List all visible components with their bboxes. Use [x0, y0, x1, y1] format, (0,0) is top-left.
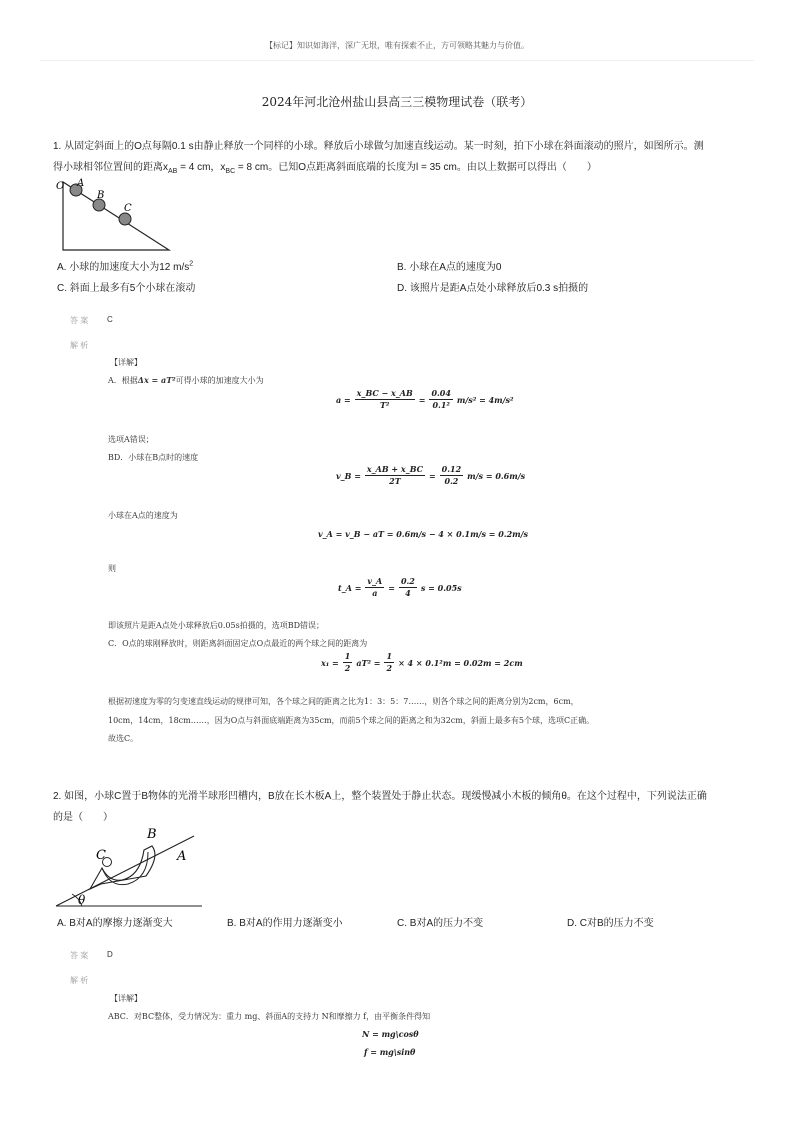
label-a: A — [77, 178, 85, 189]
ball-c — [119, 213, 131, 225]
q2-option-a[interactable]: A. B对A的摩擦力逐渐变大 — [57, 918, 173, 929]
label-b: B — [147, 827, 157, 842]
label-c: C — [96, 848, 106, 863]
q2-line-1: ABC．对BC整体，受力情况为：重力 mg、斜面A的支持力 N和摩擦力 f，由平衡条件得知 — [108, 1012, 431, 1021]
q2-eq-2: f = mg\sinθ — [364, 1047, 416, 1057]
label-b: B — [97, 190, 105, 201]
q1-line-2: 选项A错误； — [108, 435, 154, 444]
q1-eq-4: t_A = $\frac{v\_A}{a}$ = $\frac{0.2}{4}$ s = 0.05s — [338, 576, 462, 598]
q1-line-10: 故选C。 — [108, 734, 139, 743]
q1-eq-5: x₁ = $\frac{1}{2}$ aT² = $\frac{1}{2}$ × 4 × 0.1²m = 0.02m = 2cm — [321, 651, 523, 673]
q1-option-c[interactable]: C. 斜面上最多有5个小球在滚动 — [57, 283, 196, 294]
q1-incline-figure — [55, 176, 175, 254]
q2-answer: D — [107, 950, 113, 959]
label-o: O — [56, 181, 65, 192]
header-divider — [40, 60, 754, 61]
q1-stem-line2: 得小球相邻位置间的距离$x_{AB} = 4$ cm，$x_{BC} = 8$ cm。已知O点距离斜面底端的长度为l = 35 cm。由以上数据可以得出（ ） — [53, 162, 597, 175]
label-theta: θ — [78, 893, 86, 907]
q2-option-c[interactable]: C. B对A的压力不变 — [397, 918, 484, 929]
q1-analysis-label: 解 析 — [70, 341, 89, 350]
q1-detail-heading: 【详解】 — [110, 358, 142, 367]
q1-line-4: 小球在A点的速度为 — [108, 511, 178, 520]
q2-detail-heading: 【详解】 — [110, 994, 142, 1003]
board-a — [56, 836, 194, 906]
q1-line-5: 则 — [108, 564, 116, 573]
q2-option-d[interactable]: D. C对B的压力不变 — [567, 918, 654, 929]
q2-answer-label: 答 案 — [70, 951, 89, 960]
q2-board-figure — [54, 822, 204, 910]
label-c: C — [124, 203, 132, 214]
header-note: 【标记】知识如海洋，深广无垠，唯有探索不止，方可领略其魅力与价值。 — [265, 41, 529, 50]
q1-eq-2: v_B = $\frac{x\_AB + x\_BC}{2T}$ = $\frac{0.12}{0.2}$ m/s = 0.6m/s — [336, 464, 526, 486]
q1-line-9: 10cm，14cm，18cm……，因为O点与斜面底端距离为35cm，而前5个球之间的距离之和为32cm，斜面上最多有5个球，选项C正确。 — [108, 716, 595, 725]
q2-eq-1: N = mg\cosθ — [362, 1029, 419, 1039]
q1-line-7: C．O点的球刚释放时，则距离斜面固定点O点最近的两个球之间的距离为 — [108, 639, 368, 648]
q1-option-d[interactable]: D. 该照片是距A点处小球释放后0.3 s拍摄的 — [397, 283, 589, 294]
q1-line-3: BD．小球在B点时的速度 — [108, 453, 199, 462]
q1-answer-label: 答 案 — [70, 316, 89, 325]
q2-stem-line1: 2. 如图，小球C置于B物体的光滑半球形凹槽内，B放在长木板A上，整个装置处于静止状态。现缓慢减小木板的倾角θ。在这个过程中，下列说法正确 — [53, 791, 707, 802]
q2-option-b[interactable]: B. B对A的作用力逐渐变小 — [227, 918, 343, 929]
q1-eq-1: a = $\frac{x\_BC - x\_AB}{\text{T²}}$ = $\frac{0.04}{\text{0.1²}}$ m/s² = 4m/s² — [336, 388, 514, 410]
q1-answer: C — [107, 315, 113, 324]
q2-stem-line2: 的是（ ） — [53, 812, 113, 823]
q1-line-1: A．根据Δx = aT²可得小球的加速度大小为 — [108, 375, 264, 385]
q1-line-6: 即该照片是距A点处小球释放后0.05s拍摄的，选项BD错误； — [108, 621, 324, 630]
q2-analysis-label: 解 析 — [70, 976, 89, 985]
q1-stem-line1: 1. 从固定斜面上的O点每隔0.1 s由静止释放一个同样的小球。释放后小球做匀加速直线运动。某一时刻，拍下小球在斜面滚动的照片，如图所示。测 — [53, 141, 704, 152]
q1-eq-3: v_A = v_B − aT = 0.6m/s − 4 × 0.1m/s = 0.2m/s — [318, 529, 529, 539]
q1-option-b[interactable]: B. 小球在A点的速度为0 — [397, 262, 502, 273]
q1-line-8: 根据初速度为零的匀变速直线运动的规律可知，各个球之间的距离之比为1：3：5：7……，则各个球之间的距离分别为2cm，6cm， — [108, 697, 579, 706]
label-a: A — [177, 849, 187, 864]
page-title: 2024年河北沧州盐山县高三三模物理试卷（联考） — [261, 95, 533, 109]
q1-option-a[interactable]: A. 小球的加速度大小为12 $m/s^2$ — [57, 260, 194, 273]
